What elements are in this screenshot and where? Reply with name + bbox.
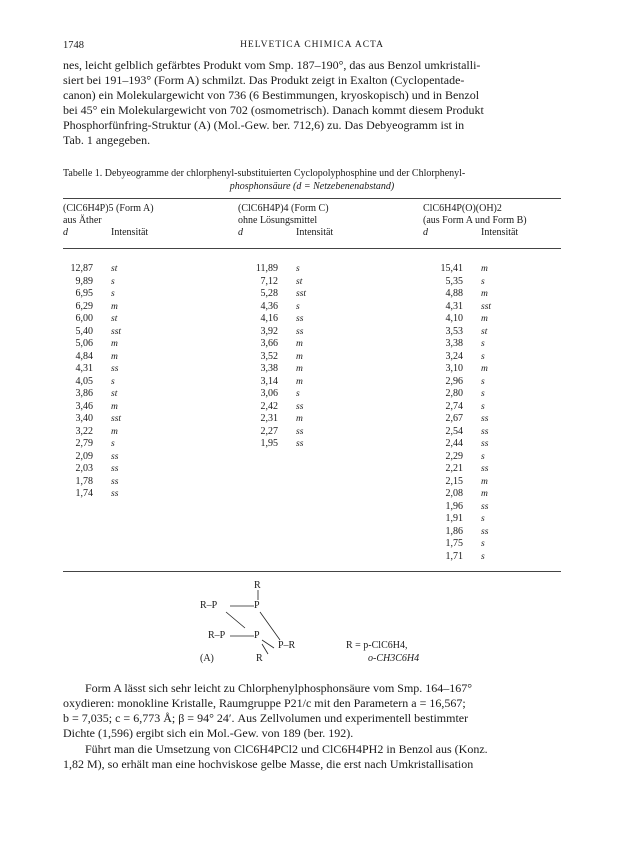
r-definition-line2: o-CH3C6H4 (368, 653, 420, 664)
d-spacing-value: 2,27 (260, 425, 278, 437)
intensity-value: s (481, 539, 485, 549)
p-top-left-label: R–P (200, 600, 218, 611)
d-spacing-value: 3,06 (260, 388, 278, 399)
d-spacing-value: 1,86 (445, 525, 463, 537)
intensity-value: m (481, 476, 488, 487)
table-row (423, 488, 488, 501)
intensity-value: s (481, 276, 485, 287)
d-spacing-value: 5,28 (260, 288, 278, 299)
d-spacing-value: 6,95 (75, 288, 93, 299)
intensity-value: sst (481, 301, 492, 312)
intensity-value: m (111, 301, 118, 312)
d-spacing-value: 4,36 (260, 300, 278, 312)
d-spacing-value: 1,71 (445, 550, 463, 562)
table-row (63, 425, 118, 439)
intensity-value: ss (111, 364, 119, 374)
table-row (423, 413, 489, 426)
intensity-value: st (111, 389, 118, 399)
d-spacing-value: 15,41 (440, 263, 463, 274)
d-spacing-value: 2,15 (445, 475, 463, 487)
intensity-value: m (296, 414, 303, 424)
table-row (423, 388, 485, 401)
r-bottom-label: R (256, 653, 263, 664)
intensity-value: s (481, 351, 485, 362)
intensity-value: s (481, 376, 485, 387)
table-row (423, 338, 485, 351)
intensity-value: ss (111, 464, 119, 474)
col2-values (238, 263, 307, 451)
intensity-value: m (481, 314, 488, 324)
table-row (423, 375, 485, 389)
table-row (63, 400, 118, 414)
text-line: Dichte (1,596) ergibt sich ein Mol.-Gew. von 189 (ber. 192). (63, 726, 354, 741)
d-spacing-value: 2,31 (260, 413, 278, 424)
intensity-value: ss (481, 414, 489, 424)
intensity-value: ss (111, 476, 119, 487)
table-row (63, 375, 115, 389)
col3-d-label: d (423, 227, 428, 238)
col1-int-label: Intensität (111, 227, 149, 238)
table-row (63, 350, 118, 364)
intensity-value: s (296, 264, 300, 274)
table-row (63, 363, 119, 376)
intensity-value: ss (111, 451, 119, 462)
paragraph-3 (63, 742, 561, 772)
d-spacing-value: 4,16 (260, 313, 278, 324)
r-top-label: R (254, 580, 261, 591)
table-row (238, 275, 303, 289)
text-line: nes, leicht gelblich gefärbtes Produkt vom Smp. 187–190°, das aus Benzol umkristalli- (63, 58, 481, 72)
p-mid-right-label: P (254, 630, 260, 641)
intensity-value: sst (111, 326, 122, 337)
intensity-value: st (481, 326, 488, 337)
table-row (423, 550, 485, 564)
col2-title: (ClC6H4P)4 (Form C) (238, 203, 329, 214)
text-line: siert bei 191–193° (Form A) schmilzt. Das Produkt zeigt in Exalton (Cyclopentade- (63, 73, 465, 88)
intensity-value: s (111, 439, 115, 449)
table-row (63, 388, 118, 401)
intensity-value: m (111, 426, 118, 437)
intensity-value: s (481, 514, 485, 524)
d-spacing-value: 1,95 (260, 438, 278, 449)
table-row (423, 525, 489, 539)
table-row (238, 350, 303, 364)
intensity-value: s (111, 376, 115, 387)
d-spacing-value: 2,03 (75, 463, 93, 474)
d-spacing-value: 4,31 (75, 363, 93, 374)
intensity-value: m (296, 351, 303, 362)
text-line: bei 45° ein Molekulargewicht von 702 (osmometrisch). Danach kommt diesem Produkt (63, 103, 484, 118)
d-spacing-value: 2,29 (445, 450, 463, 462)
page-number: 1748 (63, 40, 84, 51)
table-row (63, 488, 119, 501)
table-row (63, 288, 115, 301)
intensity-value: ss (296, 401, 304, 412)
table-row (423, 463, 489, 476)
d-spacing-value: 1,74 (75, 488, 93, 499)
intensity-value: ss (296, 326, 304, 337)
intensity-value: m (296, 376, 303, 387)
d-spacing-value: 3,40 (75, 413, 93, 424)
text-line: 1,82 M), so erhält man eine hochviskose gelbe Masse, die erst nach Umkristallisation (63, 757, 474, 772)
structure-label: (A) (200, 653, 214, 664)
text-line: canon) ein Molekulargewicht von 736 (6 Bestimmungen, kryoskopisch) und in Benzol (63, 88, 480, 103)
structure-formula-a (190, 580, 490, 680)
table-row (238, 338, 303, 351)
intensity-value: m (481, 289, 488, 299)
col2-header (238, 203, 398, 239)
table-row (423, 350, 485, 364)
intensity-value: ss (296, 439, 304, 449)
table-row (423, 500, 489, 514)
col3-title: ClC6H4P(O)(OH)2 (423, 203, 502, 214)
p-right-label: P–R (278, 640, 296, 651)
table-row (63, 263, 118, 276)
intensity-value: ss (481, 464, 489, 474)
d-spacing-value: 3,86 (75, 388, 93, 399)
intensity-value: ss (111, 489, 119, 499)
d-spacing-value: 12,87 (70, 263, 93, 274)
table-row (238, 300, 300, 314)
col1-d-label: d (63, 227, 68, 238)
d-spacing-value: 3,52 (260, 350, 278, 362)
intensity-value: m (111, 401, 118, 412)
d-spacing-value: 5,35 (445, 275, 463, 287)
d-spacing-value: 6,00 (75, 313, 93, 324)
table-row (238, 313, 304, 326)
table-row (238, 325, 304, 339)
col1-title: (ClC6H4P)5 (Form A) (63, 203, 154, 214)
intensity-value: s (296, 389, 300, 399)
table-row (423, 400, 485, 414)
d-spacing-value: 3,14 (260, 375, 278, 387)
table-row (63, 275, 115, 289)
table-row (423, 313, 488, 326)
table-row (63, 450, 119, 464)
table-row (423, 438, 489, 451)
intensity-value: s (111, 289, 115, 299)
table-row (238, 413, 303, 426)
intensity-value: sst (111, 414, 122, 424)
table-row (63, 413, 122, 426)
intensity-value: m (481, 489, 488, 499)
d-spacing-value: 2,54 (445, 425, 463, 437)
table-row (63, 300, 118, 314)
r-definition-line1: R = p-ClC6H4, (346, 640, 408, 651)
intensity-value: m (481, 264, 488, 274)
d-spacing-value: 4,10 (445, 313, 463, 324)
table-row (238, 438, 304, 451)
intensity-value: m (481, 364, 488, 374)
caption-line: Tabelle 1. Debyeogramme der chlorphenyl-substituierten Cyclopolyphosphine und der Chlorphenyl- (63, 168, 466, 179)
col3-header (423, 203, 561, 239)
intensity-value: st (111, 314, 118, 324)
table-row (63, 438, 115, 451)
d-spacing-value: 2,79 (75, 438, 93, 449)
intensity-value: m (111, 339, 118, 349)
col1-values (63, 263, 122, 501)
text-line: Tab. 1 angegeben. (63, 133, 151, 148)
d-spacing-value: 9,89 (75, 275, 93, 287)
table-row (423, 288, 488, 301)
running-header (63, 40, 561, 54)
d-spacing-value: 1,96 (445, 500, 463, 512)
intensity-value: m (296, 339, 303, 349)
d-spacing-value: 1,75 (445, 538, 463, 549)
d-spacing-value: 2,09 (75, 450, 93, 462)
intensity-value: ss (296, 314, 304, 324)
intensity-value: ss (481, 501, 489, 512)
paragraph-1 (63, 58, 561, 149)
d-spacing-value: 3,53 (445, 325, 463, 337)
intensity-value: ss (481, 439, 489, 449)
table-row (63, 338, 118, 351)
d-spacing-value: 5,40 (75, 325, 93, 337)
d-spacing-value: 4,31 (445, 300, 463, 312)
col1-subtitle: aus Äther (63, 215, 102, 226)
text-line: oxydieren: monokline Kristalle, Raumgruppe P21/c mit den Parametern a = 16,567; (63, 696, 466, 711)
d-spacing-value: 2,42 (260, 400, 278, 412)
d-spacing-value: 3,22 (75, 425, 93, 437)
table-row (423, 538, 485, 551)
intensity-value: m (296, 364, 303, 374)
table-row (63, 313, 118, 326)
d-spacing-value: 11,89 (255, 263, 278, 274)
text-line: b = 7,035; c = 6,773 Å; β = 94° 24′. Aus Zellvolumen und experimentell bestimmter (63, 711, 469, 726)
d-spacing-value: 7,12 (260, 275, 278, 287)
table-row (423, 325, 488, 339)
intensity-value: sst (296, 289, 307, 299)
text-line: Führt man die Umsetzung von ClC6H4PCl2 und ClC6H4PH2 in Benzol aus (Konz. (85, 742, 488, 756)
table-row (423, 425, 489, 439)
d-spacing-value: 3,38 (445, 338, 463, 349)
d-spacing-value: 3,10 (445, 363, 463, 374)
d-spacing-value: 2,96 (445, 375, 463, 387)
col1-header (63, 203, 223, 239)
p-top-right-label: P (254, 600, 260, 611)
table-bottom-rule (63, 571, 561, 572)
table-row (63, 475, 119, 489)
table-header-rule (63, 248, 561, 249)
d-spacing-value: 2,74 (445, 400, 463, 412)
table-row (423, 300, 492, 314)
d-spacing-value: 2,08 (445, 488, 463, 499)
table-row (238, 425, 304, 439)
d-spacing-value: 4,88 (445, 288, 463, 299)
intensity-value: s (481, 389, 485, 399)
table-caption (63, 168, 561, 193)
intensity-value: s (111, 276, 115, 287)
table-row (63, 463, 119, 476)
intensity-value: st (296, 276, 303, 287)
col3-int-label: Intensität (481, 227, 519, 238)
d-spacing-value: 2,21 (445, 463, 463, 474)
col2-int-label: Intensität (296, 227, 334, 238)
intensity-value: s (481, 451, 485, 462)
table-row (63, 325, 122, 339)
table-row (238, 388, 300, 401)
d-spacing-value: 6,29 (75, 300, 93, 312)
d-spacing-value: 1,91 (445, 513, 463, 524)
p-mid-left-label: R–P (208, 630, 226, 641)
text-line: Form A lässt sich sehr leicht zu Chlorphenylphosphonsäure vom Smp. 164–167° (85, 681, 473, 695)
d-spacing-value: 3,66 (260, 338, 278, 349)
table-row (423, 363, 488, 376)
table-row (423, 475, 488, 489)
intensity-value: ss (296, 426, 304, 437)
col3-subtitle: (aus Form A und Form B) (423, 215, 527, 226)
d-spacing-value: 3,24 (445, 350, 463, 362)
table-row (423, 275, 485, 289)
d-spacing-value: 4,84 (75, 350, 93, 362)
table-row (423, 450, 485, 464)
d-spacing-value: 2,80 (445, 388, 463, 399)
intensity-value: m (111, 351, 118, 362)
col3-values (423, 263, 492, 563)
caption-line: phosphonsäure (d = Netzebenenabstand) (229, 180, 395, 192)
text-line: Phosphorfünfring-Struktur (A) (Mol.-Gew. ber. 712,6) zu. Das Debyeogramm ist in (63, 118, 465, 133)
col2-d-label: d (238, 227, 243, 238)
paragraph-2 (63, 681, 561, 741)
table-row (238, 400, 304, 414)
table-row (423, 513, 485, 526)
d-spacing-value: 3,46 (75, 400, 93, 412)
d-spacing-value: 3,38 (260, 363, 278, 374)
intensity-value: ss (481, 526, 489, 537)
table-row (238, 375, 303, 389)
table-row (238, 263, 300, 276)
intensity-value: ss (481, 426, 489, 437)
intensity-value: s (481, 401, 485, 412)
d-spacing-value: 3,92 (260, 325, 278, 337)
intensity-value: s (296, 301, 300, 312)
intensity-value: s (481, 339, 485, 349)
intensity-value: st (111, 264, 118, 274)
d-spacing-value: 4,05 (75, 375, 93, 387)
d-spacing-value: 5,06 (75, 338, 93, 349)
table-row (238, 363, 303, 376)
intensity-value: s (481, 551, 485, 562)
journal-title: HELVETICA CHIMICA ACTA (240, 40, 384, 50)
table-top-rule (63, 198, 561, 199)
d-spacing-value: 2,67 (445, 413, 463, 424)
d-spacing-value: 2,44 (445, 438, 463, 449)
d-spacing-value: 1,78 (75, 475, 93, 487)
col2-subtitle: ohne Lösungsmittel (238, 215, 318, 226)
table-row (238, 288, 307, 301)
table-row (423, 263, 488, 276)
